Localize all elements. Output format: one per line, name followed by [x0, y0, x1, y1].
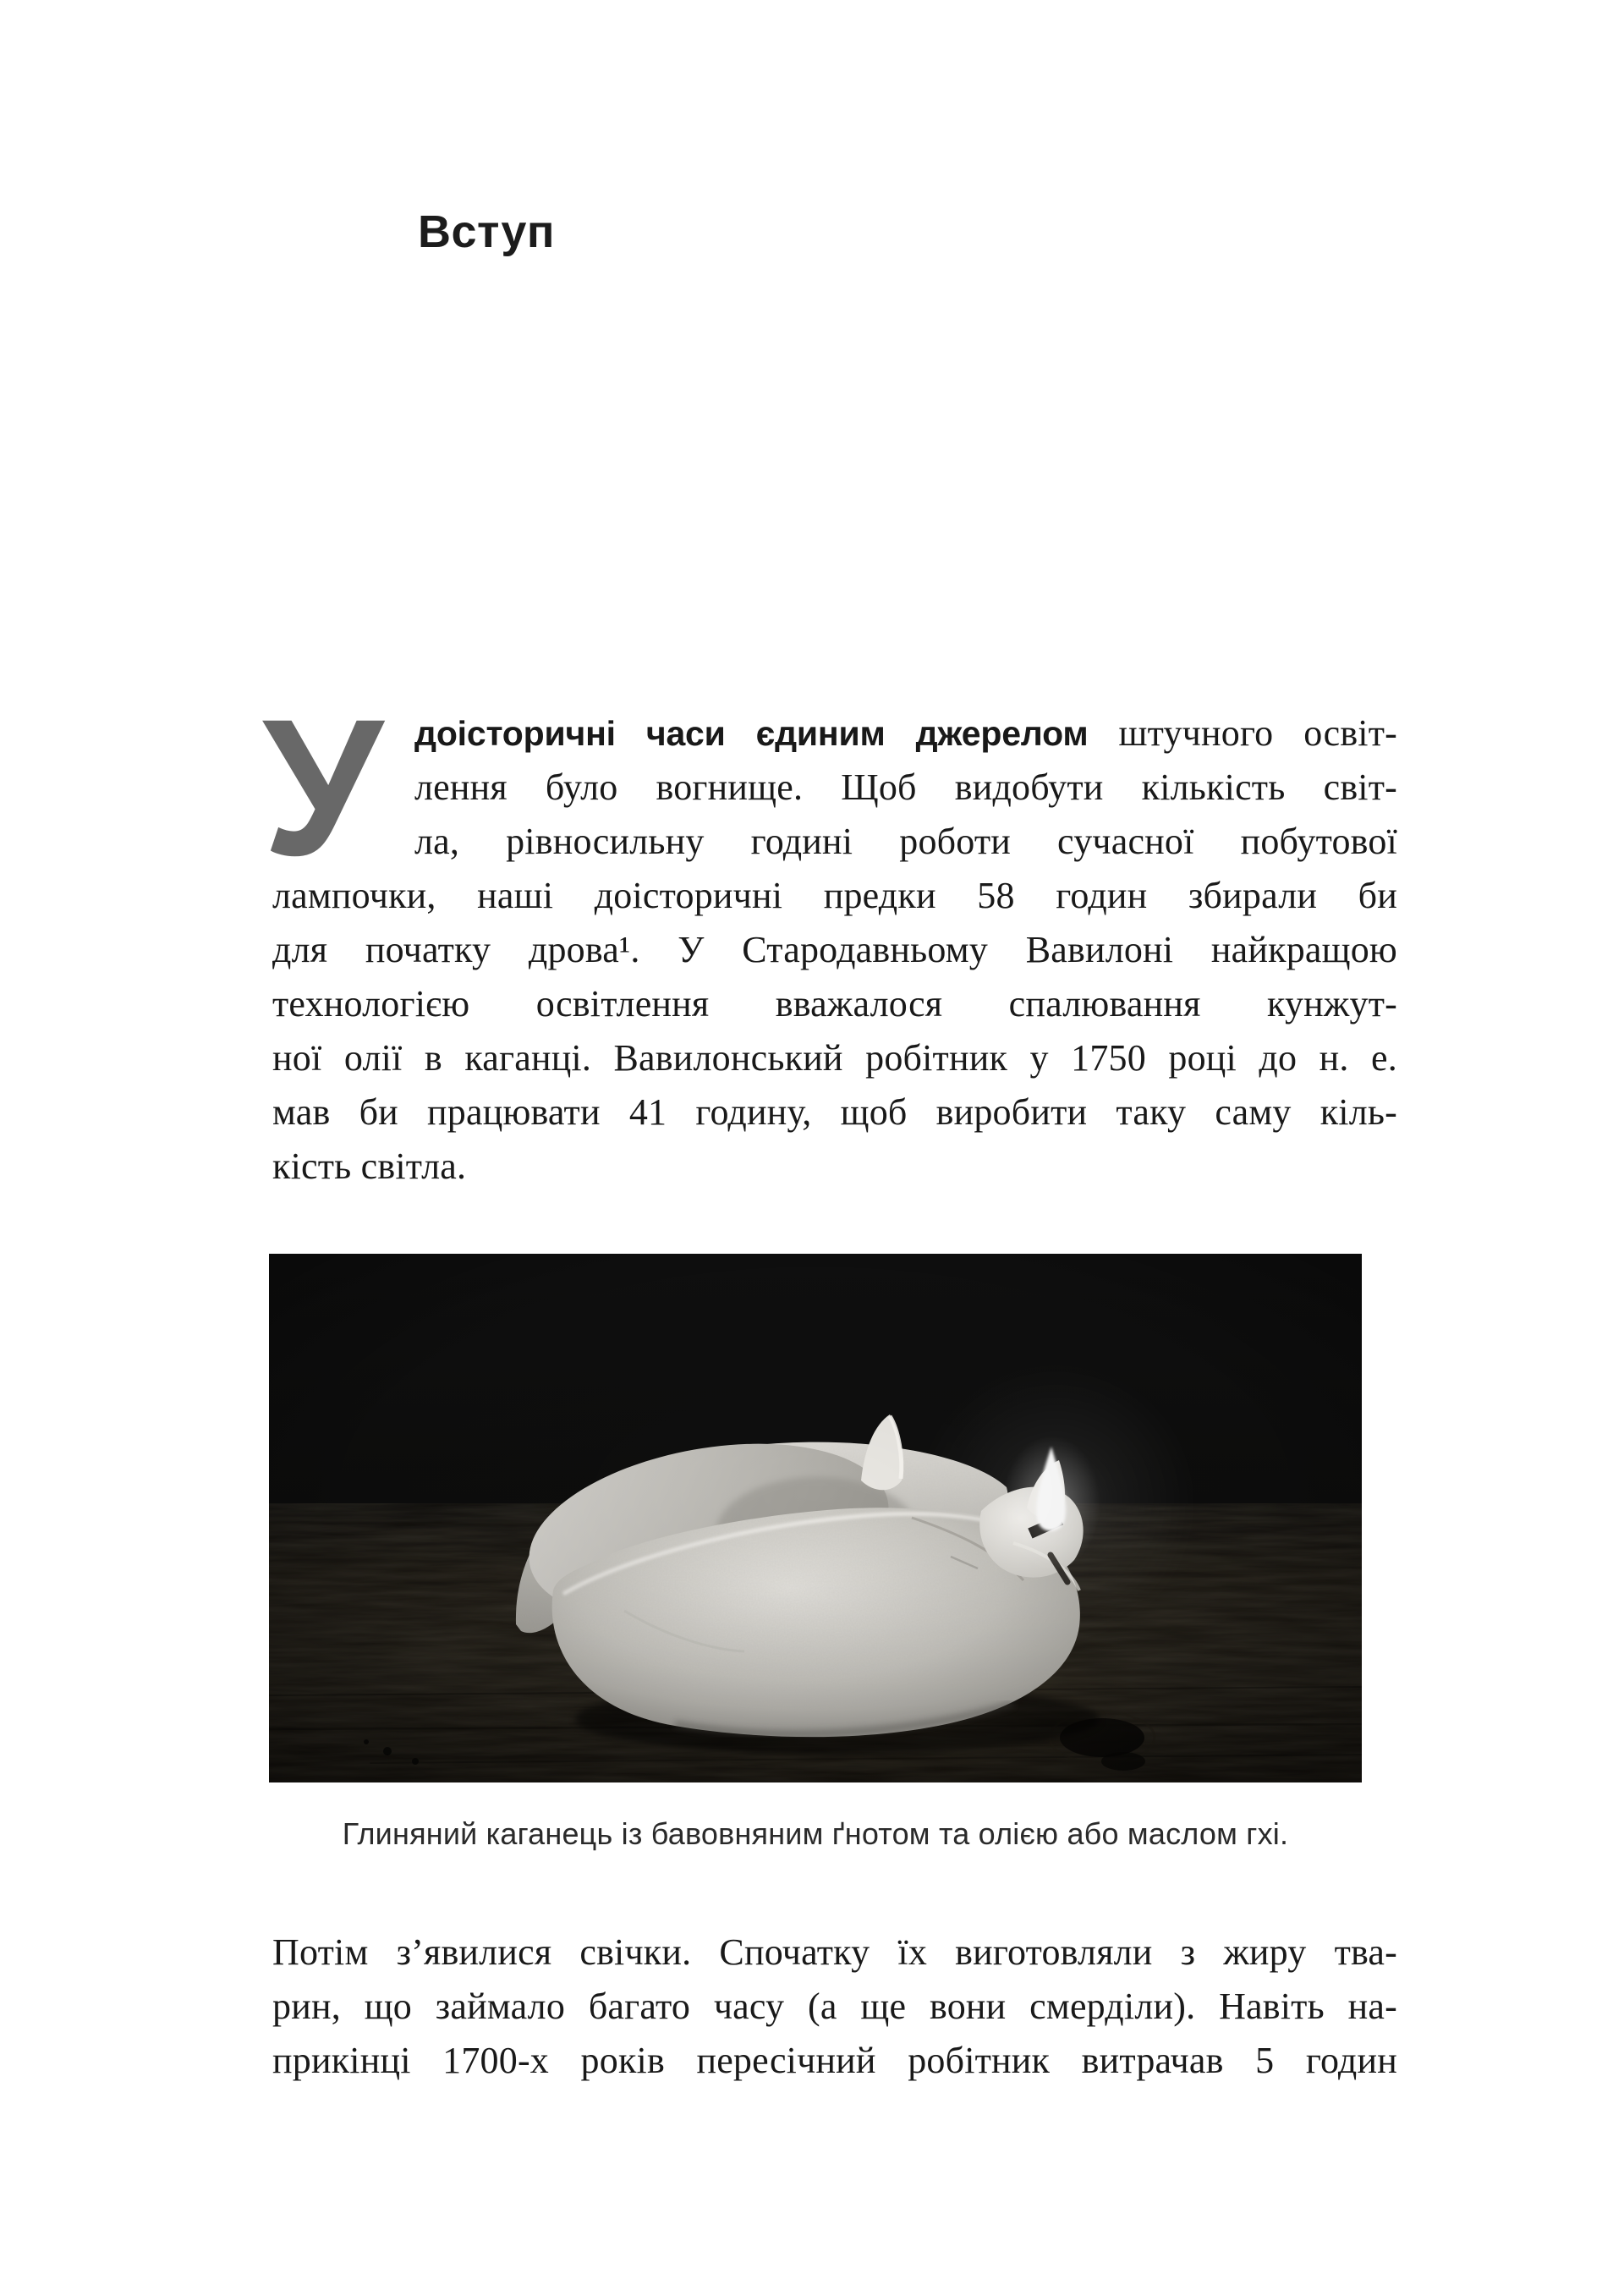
lamp-photo-illustration — [269, 1254, 1362, 1782]
photo-vignette — [269, 1254, 1362, 1782]
text-line — [414, 706, 1397, 761]
text-line-rest: штучного освіт- — [1088, 712, 1397, 754]
photo-caption: Глиняний каганець із бавовняним ґнотом та олією або маслом гхі. — [342, 1816, 1289, 1851]
text-line: ла, рівносильну годині роботи сучасної побутової — [414, 821, 1397, 862]
intro-paragraph-full — [272, 869, 1397, 1194]
text-line: мав би працювати 41 годину, щоб виробити таку саму кіль- — [272, 1091, 1397, 1133]
text-line: лення було вогнище. Щоб видобути кількість світ- — [414, 766, 1397, 808]
text-line: прикінці 1700-х років пересічний робітник витрачав 5 годин — [272, 2040, 1397, 2081]
chapter-title: Вступ — [418, 206, 555, 257]
text-line: Потім з’явилися свічки. Спочатку їх виготовляли з жиру тва- — [272, 1931, 1397, 1973]
second-paragraph — [272, 1925, 1397, 2088]
intro-paragraph-indented — [414, 706, 1397, 869]
text-line: для початку дрова¹. У Стародавньому Вавилоні найкращою — [272, 929, 1397, 970]
text-line: лампочки, наші доісторичні предки 58 годин збирали би — [272, 875, 1397, 916]
text-line: рин, що займало багато часу (а ще вони смерділи). Навіть на- — [272, 1986, 1397, 2027]
lead-bold-text: доісторичні часи єдиним джерелом — [414, 714, 1089, 753]
text-line: ної олії в каганці. Вавилонський робітник у 1750 році до н. е. — [272, 1037, 1397, 1079]
text-line: кість світла. — [272, 1145, 467, 1187]
text-line: технологією освітлення вважалося спалювання кунжут- — [272, 983, 1397, 1024]
lamp-photo — [269, 1254, 1362, 1782]
drop-cap-letter: У — [262, 678, 384, 896]
